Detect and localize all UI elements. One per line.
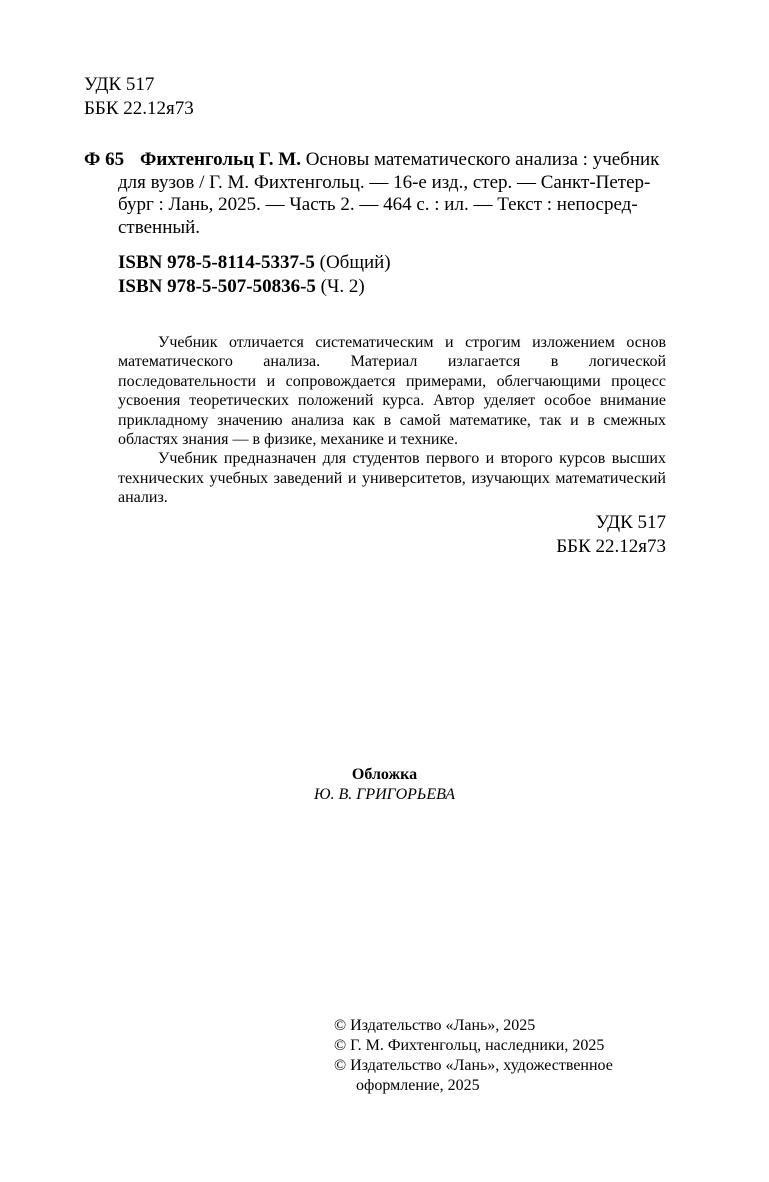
- copyright-line: © Издательство «Лань», художественное: [334, 1057, 613, 1074]
- cover-designer: Ю. В. ГРИГОРЬЕВА: [313, 786, 456, 803]
- bibliographic-line-4: ственный.: [118, 216, 201, 238]
- isbn-number: ISBN 978-5-8114-5337-5: [118, 252, 315, 273]
- author-mark: Ф 65: [84, 149, 125, 170]
- cover-label: Обложка: [351, 766, 418, 783]
- copyright-line: © Г. М. Фихтенгольц, наследники, 2025: [334, 1037, 605, 1054]
- isbn-note: (Общий): [314, 252, 391, 273]
- isbn-block: [118, 251, 391, 299]
- isbn-number: ISBN 978-5-507-50836-5: [118, 276, 316, 297]
- bibliographic-description: [118, 149, 680, 239]
- bibliographic-line-3: бург : Лань, 2025. — Часть 2. — 464 с. : ил. — Текст : непосред-: [118, 194, 638, 215]
- isbn-note: (Ч. 2): [315, 276, 365, 297]
- copyright-line-continuation: оформление, 2025: [356, 1077, 480, 1094]
- isbn-volume: [118, 275, 391, 299]
- udk-code: УДК 517: [595, 512, 666, 533]
- classification-header: [84, 73, 194, 121]
- cover-credit: [0, 765, 769, 805]
- annotation-paragraph-1: Учебник отличается систематическим и строгим изложением основ математического анализа. Материал излагается в логической последовательности и сопровождается примерами, облегчающими процесс усвоения теоретических положений курса. Автор уделяет особое внимание прикладному значению анализа как в самой математике, так и в смежных областях знания — в физике, механике и технике.: [118, 334, 666, 449]
- annotation: [118, 333, 666, 508]
- bibliographic-line-2: для вузов / Г. М. Фихтенгольц. — 16-е изд., стер. — Санкт-Петер-: [118, 171, 651, 193]
- copyright-block: [334, 1016, 613, 1096]
- bbk-code: ББК 22.12я73: [84, 98, 194, 119]
- bibliographic-line-1: [118, 149, 680, 172]
- copyright-line: © Издательство «Лань», 2025: [334, 1017, 536, 1034]
- bbk-code: ББК 22.12я73: [556, 536, 666, 557]
- title-text: Основы математического анализа : учебник: [300, 149, 660, 170]
- bibliographic-record: [84, 149, 680, 239]
- annotation-paragraph-2: Учебник предназначен для студентов первого и второго курсов высших технических учебных заведений и университетов, изучающих математический анализ.: [118, 450, 666, 507]
- classification-right: [118, 511, 666, 559]
- author-name: Фихтенгольц Г. М.: [140, 149, 301, 170]
- isbn-general: [118, 251, 391, 275]
- udk-code: УДК 517: [84, 74, 155, 95]
